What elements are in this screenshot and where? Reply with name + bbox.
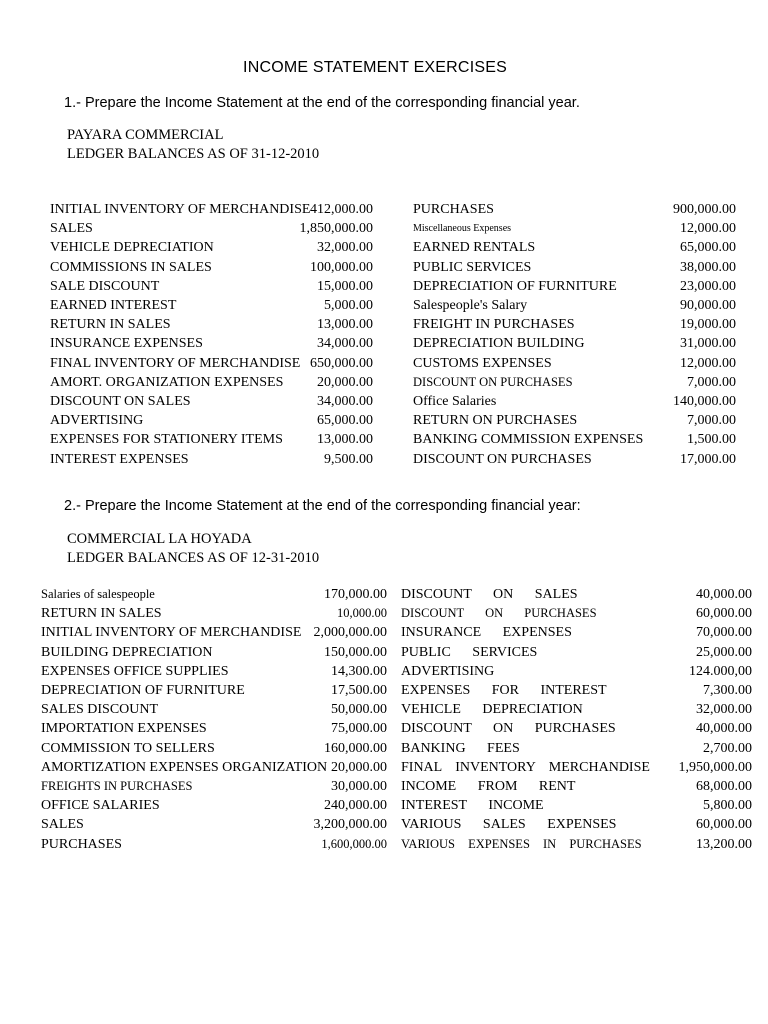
- account-amount: 31,000.00: [680, 336, 736, 352]
- account-name: AMORTIZATION EXPENSES ORGANIZATION: [41, 759, 328, 775]
- account-name: VARIOUS SALES EXPENSES: [401, 817, 617, 833]
- right-ledger-row: [401, 719, 752, 738]
- account-name: BANKING FEES: [401, 740, 520, 756]
- account-amount: 650,000.00: [310, 355, 373, 371]
- right-ledger-row: [401, 643, 752, 662]
- account-amount: 50,000.00: [331, 702, 387, 718]
- account-amount: 170,000.00: [324, 587, 387, 602]
- account-amount: 32,000.00: [317, 240, 373, 256]
- account-amount: 7,000.00: [687, 413, 736, 429]
- account-name: EXPENSES OFFICE SUPPLIES: [41, 663, 229, 679]
- account-name: DISCOUNT ON SALES: [50, 394, 191, 409]
- account-name: PURCHASES: [41, 836, 122, 852]
- left-ledger-row: [41, 739, 387, 758]
- account-amount: 1,600,000.00: [321, 836, 387, 851]
- right-ledger-row: [413, 392, 736, 411]
- account-amount: 900,000.00: [673, 202, 736, 217]
- account-amount: 140,000.00: [673, 394, 736, 409]
- left-ledger-row: [41, 796, 387, 815]
- exercise1-header: [67, 126, 319, 164]
- account-amount: 20,000.00: [317, 374, 373, 390]
- right-ledger-row: [413, 411, 736, 430]
- account-amount: 40,000.00: [696, 587, 752, 602]
- left-ledger-row: [41, 815, 387, 834]
- account-amount: 17,500.00: [331, 683, 387, 698]
- account-name: EXPENSES FOR INTEREST: [401, 683, 607, 698]
- right-ledger-row: [413, 373, 736, 392]
- left-ledger-row: [50, 411, 373, 430]
- account-name: DEPRECIATION OF FURNITURE: [413, 278, 617, 294]
- account-amount: 68,000.00: [696, 779, 752, 794]
- right-ledger-row: [413, 219, 736, 238]
- account-amount: 23,000.00: [680, 278, 736, 294]
- right-ledger-row: [401, 796, 752, 815]
- left-ledger-row: [50, 373, 373, 392]
- left-ledger-row: [50, 450, 373, 469]
- account-name: DISCOUNT ON PURCHASES: [401, 606, 597, 621]
- account-amount: 34,000.00: [317, 336, 373, 352]
- left-ledger-row: [41, 643, 387, 662]
- right-ledger-row: [401, 681, 752, 700]
- account-name: VEHICLE DEPRECIATION: [401, 702, 583, 718]
- account-name: RETURN IN SALES: [50, 317, 171, 333]
- account-amount: 65,000.00: [680, 240, 736, 256]
- account-amount: 2,000,000.00: [313, 625, 387, 641]
- account-amount: 90,000.00: [680, 298, 736, 313]
- account-name: PURCHASES: [413, 202, 494, 217]
- left-ledger-row: [41, 758, 387, 777]
- left-ledger-row: [50, 238, 373, 257]
- account-name: DISCOUNT ON PURCHASES: [413, 374, 573, 389]
- account-name: Salespeople's Salary: [413, 298, 528, 313]
- account-amount: 3,200,000.00: [313, 817, 387, 833]
- account-amount: 30,000.00: [331, 779, 387, 794]
- account-name: EARNED RENTALS: [413, 240, 536, 256]
- account-name: CUSTOMS EXPENSES: [413, 355, 552, 371]
- left-ledger-row: [50, 354, 373, 373]
- account-name: AMORT. ORGANIZATION EXPENSES: [50, 374, 284, 390]
- left-ledger-row: [41, 662, 387, 681]
- right-ledger-row: [401, 835, 752, 854]
- account-amount: 240,000.00: [324, 798, 387, 814]
- account-amount: 19,000.00: [680, 317, 736, 333]
- account-amount: 25,000.00: [696, 644, 752, 660]
- account-name: BANKING COMMISSION EXPENSES: [413, 432, 644, 448]
- account-amount: 160,000.00: [324, 740, 387, 756]
- exercise1-ledger-date: LEDGER BALANCES AS OF 31-12-2010: [67, 146, 320, 162]
- account-name: DISCOUNT ON PURCHASES: [401, 721, 616, 737]
- left-ledger-row: [50, 430, 373, 449]
- account-amount: 60,000.00: [696, 606, 752, 622]
- left-ledger-row: [41, 719, 387, 738]
- account-amount: 124.000,00: [689, 663, 752, 679]
- account-name: DISCOUNT ON PURCHASES: [413, 451, 592, 467]
- account-name: COMMISSIONS IN SALES: [50, 259, 212, 275]
- right-ledger-row: [413, 315, 736, 334]
- right-ledger-row: [413, 277, 736, 296]
- account-name: ADVERTISING: [401, 663, 495, 679]
- right-ledger-row: [401, 585, 752, 604]
- left-ledger-row: [41, 700, 387, 719]
- account-name: VARIOUS EXPENSES IN PURCHASES: [401, 836, 642, 851]
- account-name: INCOME FROM RENT: [401, 779, 576, 794]
- left-ledger-row: [50, 258, 373, 277]
- right-ledger-row: [401, 700, 752, 719]
- account-amount: 2,700.00: [703, 740, 752, 756]
- left-ledger-row: [41, 681, 387, 700]
- account-name: Office Salaries: [413, 394, 497, 409]
- account-name: ADVERTISING: [50, 413, 144, 429]
- account-name: FREIGHTS IN PURCHASES: [41, 779, 193, 793]
- left-ledger-row: [50, 277, 373, 296]
- left-ledger-row: [41, 585, 387, 604]
- account-name: FINAL INVENTORY MERCHANDISE: [401, 759, 650, 775]
- account-amount: 12,000.00: [680, 221, 736, 237]
- right-ledger-row: [401, 777, 752, 796]
- account-amount: 150,000.00: [324, 644, 387, 660]
- exercise2-header: [67, 530, 319, 568]
- account-amount: 9,500.00: [324, 451, 373, 467]
- account-amount: 34,000.00: [317, 394, 373, 409]
- left-ledger-row: [50, 219, 373, 238]
- right-ledger-row: [401, 739, 752, 758]
- right-ledger-row: [413, 200, 736, 219]
- account-name: IMPORTATION EXPENSES: [41, 721, 207, 737]
- right-ledger-row: [401, 662, 752, 681]
- account-name: PUBLIC SERVICES: [401, 644, 538, 660]
- account-amount: 65,000.00: [317, 413, 373, 429]
- account-amount: 1,950,000.00: [678, 759, 752, 775]
- account-amount: 32,000.00: [696, 702, 752, 718]
- account-amount: 20,000.00: [331, 759, 387, 775]
- exercise2-instruction: 2.- Prepare the Income Statement at the end of the corresponding financial year:: [64, 498, 581, 514]
- exercise2-company: COMMERCIAL LA HOYADA: [67, 531, 252, 547]
- right-ledger-row: [413, 450, 736, 469]
- account-name: RETURN IN SALES: [41, 606, 162, 622]
- account-name: DEPRECIATION OF FURNITURE: [41, 683, 245, 698]
- account-name: COMMISSION TO SELLERS: [41, 740, 215, 756]
- account-name: Salaries of salespeople: [41, 587, 155, 601]
- account-name: VEHICLE DEPRECIATION: [50, 240, 214, 256]
- account-amount: 17,000.00: [680, 451, 736, 467]
- right-ledger-row: [401, 815, 752, 834]
- account-amount: 13,000.00: [317, 317, 373, 333]
- account-amount: 5,800.00: [703, 798, 752, 814]
- account-name: Miscellaneous Expenses: [413, 223, 512, 235]
- account-name: EARNED INTEREST: [50, 298, 177, 313]
- account-amount: 100,000.00: [310, 259, 373, 275]
- account-name: SALE DISCOUNT: [50, 278, 160, 294]
- account-name: SALES: [41, 817, 84, 833]
- account-amount: 5,000.00: [324, 298, 373, 313]
- left-ledger-row: [41, 835, 387, 854]
- account-name: FREIGHT IN PURCHASES: [413, 317, 575, 333]
- left-ledger-row: [41, 604, 387, 623]
- account-name: INITIAL INVENTORY OF MERCHANDISE: [50, 202, 311, 217]
- account-amount: 7,300.00: [703, 683, 752, 698]
- account-name: DEPRECIATION BUILDING: [413, 336, 585, 352]
- account-amount: 75,000.00: [331, 721, 387, 737]
- account-amount: 412,000.00: [310, 202, 373, 217]
- account-amount: 12,000.00: [680, 355, 736, 371]
- right-ledger-row: [413, 354, 736, 373]
- account-name: INITIAL INVENTORY OF MERCHANDISE: [41, 625, 302, 641]
- account-amount: 40,000.00: [696, 721, 752, 737]
- right-ledger-row: [413, 238, 736, 257]
- exercise2-ledger-date: LEDGER BALANCES AS OF 12-31-2010: [67, 550, 320, 566]
- account-name: FINAL INVENTORY OF MERCHANDISE: [50, 355, 301, 371]
- account-amount: 38,000.00: [680, 259, 736, 275]
- right-ledger-row: [401, 758, 752, 777]
- account-name: BUILDING DEPRECIATION: [41, 644, 213, 660]
- right-ledger-row: [413, 296, 736, 315]
- account-name: INSURANCE EXPENSES: [401, 625, 572, 641]
- account-name: PUBLIC SERVICES: [413, 259, 532, 275]
- left-ledger-row: [50, 315, 373, 334]
- right-ledger-row: [401, 623, 752, 642]
- account-amount: 70,000.00: [696, 625, 752, 641]
- account-name: RETURN ON PURCHASES: [413, 413, 578, 429]
- exercise1-company: PAYARA COMMERCIAL: [67, 127, 224, 143]
- account-name: INSURANCE EXPENSES: [50, 336, 203, 352]
- account-name: SALES DISCOUNT: [41, 702, 159, 718]
- left-ledger-row: [50, 296, 373, 315]
- account-name: INTEREST EXPENSES: [50, 451, 189, 467]
- account-name: EXPENSES FOR STATIONERY ITEMS: [50, 432, 283, 448]
- right-ledger-row: [413, 430, 736, 449]
- account-amount: 13,200.00: [696, 836, 752, 852]
- account-name: DISCOUNT ON SALES: [401, 587, 578, 602]
- account-name: INTEREST INCOME: [401, 798, 544, 814]
- left-ledger-row: [50, 392, 373, 411]
- right-ledger-row: [413, 334, 736, 353]
- left-ledger-row: [50, 334, 373, 353]
- exercise1-instruction: 1.- Prepare the Income Statement at the end of the corresponding financial year.: [64, 95, 580, 111]
- account-amount: 7,000.00: [687, 374, 736, 390]
- account-name: OFFICE SALARIES: [41, 798, 160, 814]
- account-amount: 15,000.00: [317, 278, 373, 294]
- account-amount: 60,000.00: [696, 817, 752, 833]
- account-amount: 13,000.00: [317, 432, 373, 448]
- account-amount: 1,850,000.00: [299, 221, 373, 237]
- left-ledger-row: [50, 200, 373, 219]
- account-amount: 14,300.00: [331, 663, 387, 679]
- page-title: INCOME STATEMENT EXERCISES: [243, 59, 507, 76]
- account-amount: 1,500.00: [687, 432, 736, 448]
- right-ledger-row: [413, 258, 736, 277]
- left-ledger-row: [41, 777, 387, 796]
- account-amount: 10,000.00: [337, 606, 387, 621]
- left-ledger-row: [41, 623, 387, 642]
- right-ledger-row: [401, 604, 752, 623]
- account-name: SALES: [50, 221, 93, 237]
